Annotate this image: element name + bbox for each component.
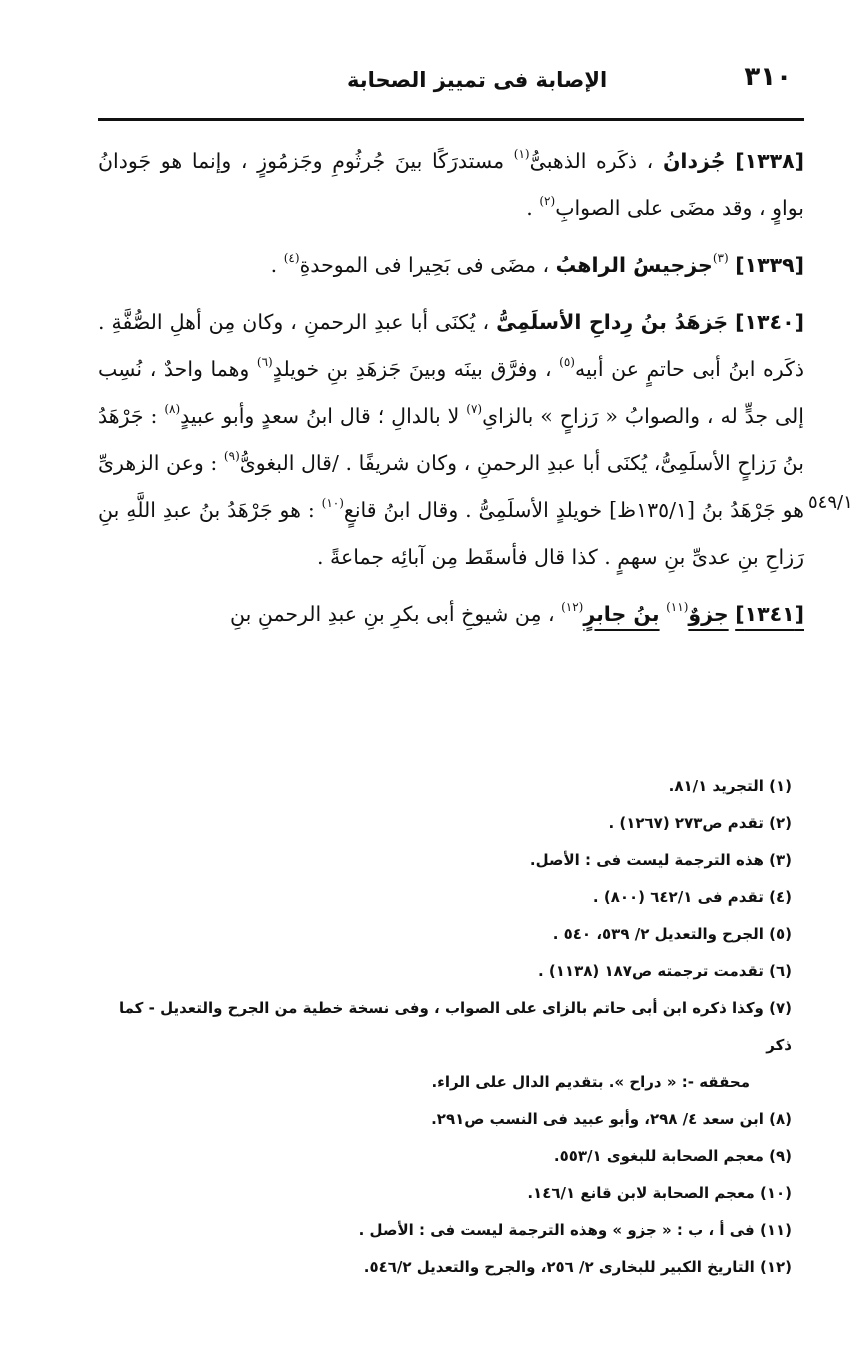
footnote-label: (٢) [769, 814, 792, 832]
entry-text: . [526, 196, 533, 220]
footnote-ref: (٧) [466, 402, 483, 416]
entry-number: [١٣٤١] [735, 602, 804, 626]
footnote-label: (١٢) [759, 1258, 792, 1276]
footnote-text: تقدم فى ٦٤٢/١ (٨٠٠) . [592, 888, 764, 906]
footnote-12 [98, 1249, 792, 1286]
footnote-7 [98, 990, 792, 1101]
footnote-ref: (١٢) [561, 600, 584, 614]
footnote-text: معجم الصحابة لابن قانع ١٤٦/١. [527, 1184, 755, 1202]
footnote-label: (٨) [769, 1110, 792, 1128]
entry-text: ، مضَى فى بَحِيرا فى الموحدةِ [299, 253, 550, 277]
entry-text: ، يُكنَى أبا عبدِ الرحمنِ ، وكان مِن أهلِ الصُّفَّةِ . ذكَره ابنُ أبى حاتمٍ عن أبيه [98, 310, 804, 381]
footnote-ref: (٨) [164, 402, 181, 416]
footnote-9 [98, 1138, 792, 1175]
footnote-4 [98, 879, 792, 916]
footnote-label: (٩) [769, 1147, 792, 1165]
footnote-text: ابن سعد ٤/ ٢٩٨، وأبو عبيد فى النسب ص٢٩١. [431, 1110, 764, 1128]
entry-1338 [98, 138, 804, 232]
footnote-label: (٣) [769, 851, 792, 869]
header-rule [98, 118, 804, 121]
entry-text: ، وفرَّق بينَه وبينَ جَزهَدِ بنِ خويلدٍ [272, 357, 552, 381]
entry-1339 [98, 242, 804, 289]
footnote-ref: (١٠) [321, 496, 344, 510]
footnote-label: (٦) [769, 962, 792, 980]
entry-text: لا بالدالِ ؛ قال ابنُ سعدٍ وأبو عبيدٍ [180, 404, 460, 428]
footnote-continuation: محققه -: « دراح ». بتقديم الدال على الراء. [431, 1073, 750, 1091]
footnote-ref: (٩) [223, 449, 240, 463]
entry-name: جزوٌ [688, 602, 729, 626]
footnotes [98, 768, 792, 1286]
entry-1340 [98, 299, 804, 581]
footnote-1 [98, 768, 792, 805]
footnote-text: تقدم ص٢٧٣ (١٢٦٧) . [608, 814, 764, 832]
page-number: ٣١٠ [744, 62, 792, 92]
footnote-ref: (٢) [539, 194, 556, 208]
entry-number: [١٣٣٨] [735, 149, 804, 173]
entry-name: جَزهَدُ بنُ رِداحِ الأسلَمِىُّ [496, 310, 729, 334]
entry-text: : وعن الزهرىِّ هو جَرْهَدُ بنُ [١٣٥/١ظ] خويلدٍ الأسلَمِىُّ . وقال ابنُ قانعٍ [98, 451, 804, 522]
footnote-ref: (٣) [712, 251, 729, 265]
entry-name-father: بنُ جابرٍ [583, 602, 660, 626]
footnote-ref: (١١) [666, 600, 689, 614]
entry-text: : جَرْهَدُ بنُ رَزاحٍ الأسلَمِىُّ، يُكنَى أبا عبدِ الرحمنِ ، وكان شريفًا . /قال البغوىُّ [98, 404, 804, 475]
footnote-text: تقدمت ترجمته ص١٨٧ (١١٣٨) . [538, 962, 764, 980]
page-header [92, 62, 792, 102]
entry-text: وهما واحدٌ ، نُسِب إلى جدٍّ له ، والصوابُ « رَزاحٍ » بالزاىِ [98, 357, 804, 428]
footnote-label: (٧) [769, 999, 792, 1017]
entry-text: ، ذكَره الذهبىُّ [529, 149, 654, 173]
footnote-text: التاريخ الكبير للبخارى ٢/ ٢٥٦، والجرح والتعديل ٥٤٦/٢. [363, 1258, 755, 1276]
footnote-text: معجم الصحابة للبغوى ٥٥٣/١. [553, 1147, 764, 1165]
footnote-label: (٤) [769, 888, 792, 906]
running-title: الإصابة فى تمييز الصحابة [347, 68, 608, 92]
footnote-10 [98, 1175, 792, 1212]
footnote-label: (١١) [759, 1221, 792, 1239]
entry-number: [١٣٤٠] [735, 310, 804, 334]
footnote-ref: (٦) [256, 355, 273, 369]
footnote-ref: (٤) [283, 251, 300, 265]
margin-note: ٥٤٩/١ [808, 492, 853, 513]
entry-name: جُزدانُ [662, 149, 726, 173]
footnote-text: فى أ ، ب : « جزو » وهذه الترجمة ليست فى : الأصل . [358, 1221, 755, 1239]
footnote-ref: (٥) [559, 355, 575, 369]
footnote-label: (١) [769, 777, 792, 795]
footnote-11 [98, 1212, 792, 1249]
footnote-ref: (١) [513, 147, 530, 161]
footnote-8 [98, 1101, 792, 1138]
entry-number: [١٣٣٩] [735, 253, 804, 277]
entry-text: مستدرَكًا بينَ جُرثُومِ وجَزمُوزٍ ، وإنما هو جَودانُ بواوٍ ، وقد مضَى على الصوابِ [98, 149, 804, 220]
footnote-text: الجرح والتعديل ٢/ ٥٣٩، ٥٤٠ . [552, 925, 764, 943]
entry-text: . [270, 253, 278, 277]
footnote-text: التجريد ٨١/١. [668, 777, 764, 795]
footnote-3 [98, 842, 792, 879]
footnote-2 [98, 805, 792, 842]
footnote-text: هذه الترجمة ليست فى : الأصل. [529, 851, 764, 869]
entry-name: جزجيسُ الراهبُ [555, 253, 713, 277]
main-text [98, 138, 804, 638]
entry-1341 [98, 591, 804, 638]
footnote-text: وكذا ذكره ابن أبى حاتم بالزاى على الصواب ، وفى نسخة خطية من الجرح والتعديل - كما ذكر [118, 999, 792, 1054]
entry-text: : هو جَرْهَدُ بنُ عبدِ اللَّهِ بنِ رَزاحِ بنِ عدىِّ بنِ سهمٍ . كذا قال فأسقَط مِن آبائِه جماعةً . [98, 498, 804, 569]
footnote-6 [98, 953, 792, 990]
footnote-label: (١٠) [759, 1184, 792, 1202]
footnote-5 [98, 916, 792, 953]
entry-text: ، مِن شيوخِ أبى بكرِ بنِ عبدِ الرحمنِ بنِ [230, 602, 555, 626]
footnote-label: (٥) [769, 925, 792, 943]
